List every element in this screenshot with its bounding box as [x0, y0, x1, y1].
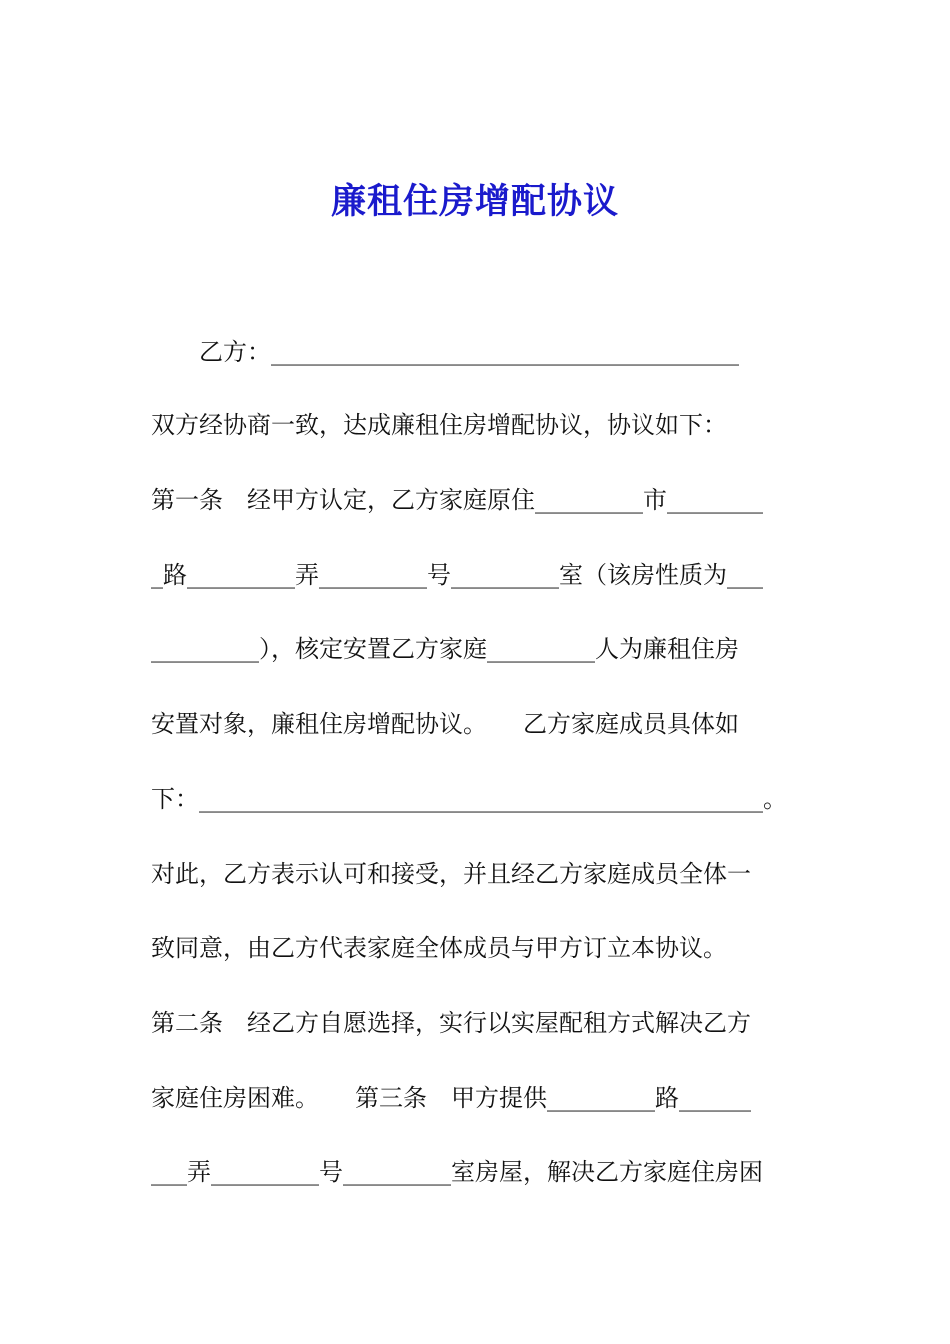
- text-line-acceptance: 对此，乙方表示认可和接受，并且经乙方家庭成员全体一: [151, 860, 751, 888]
- text-line-article-3: 家庭住房困难。 第三条 甲方提供_________路______: [151, 1084, 751, 1112]
- text-line-article-1: 第一条 经甲方认定，乙方家庭原住_________市________: [151, 486, 763, 514]
- text-line-resettlement: 安置对象，廉租住房增配协议。 乙方家庭成员具体如: [151, 710, 739, 738]
- document-title: 廉租住房增配协议: [330, 182, 619, 222]
- text-line-agreement: 致同意，由乙方代表家庭全体成员与甲方订立本协议。: [151, 934, 727, 962]
- text-line-intro: 双方经协商一致，达成廉租住房增配协议，协议如下：: [151, 411, 727, 439]
- text-line-address: _路_________弄_________号_________室（该房性质为___: [151, 561, 763, 589]
- text-line-party-b: 乙方：_______________________________________: [151, 338, 739, 366]
- text-line-provided-housing: ___弄_________号_________室房屋，解决乙方家庭住房困: [151, 1158, 763, 1186]
- text-line-members: 下：_______________________________________________。: [151, 785, 787, 813]
- text-line-household-count: _________），核定安置乙方家庭_________人为廉租住房: [151, 635, 739, 663]
- text-line-article-2: 第二条 经乙方自愿选择，实行以实屋配租方式解决乙方: [151, 1009, 751, 1037]
